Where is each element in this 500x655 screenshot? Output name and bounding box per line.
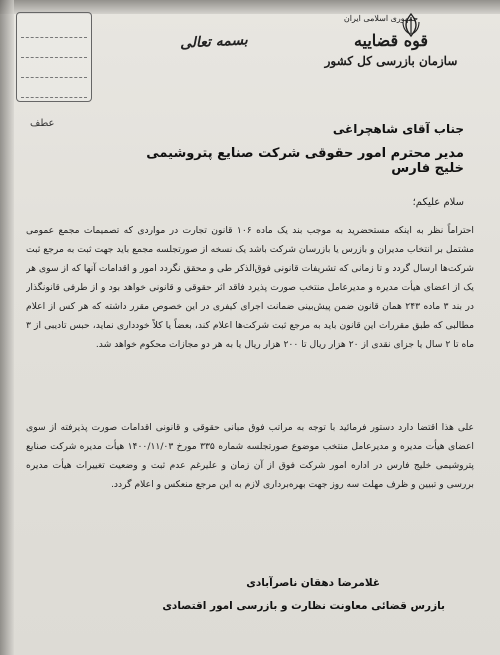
signatory-name: غلامرضا دهقان ناصرآبادی	[246, 577, 380, 589]
letterhead-judiciary: قوه قضاییه	[353, 31, 429, 50]
recipient-name: جناب آقای شاهچراغی	[332, 122, 464, 136]
letterhead-country: جمهوری اسلامی ایران	[343, 14, 419, 23]
salutation: سلام علیکم؛	[412, 197, 464, 208]
body-paragraph-1: احتراماً نظر به اینکه مستحضرید به موجب بند یک ماده ۱۰۶ قانون تجارت در مواردی که تصمیمات مجمع عمومی مشتمل بر انتخاب مدیران و بازرس یا بازرسان شرکت باشد یک نسخه از صورتجلسه مجمع باید جهت ثبت به مرجع ثبت شرکت‌ها ارسال گردد و تا زمانی که تشریفات قانونی فوق‌الذکر طی و محقق نگردد امور و اقدامات آنها که از سوی هر یک از اعضای هیأت مدیره و مدیرعامل منتخب صورت پذیرد فاقد اثر حقوقی و قانونی خواهد بود و از طرفی قانونگذار در بند ۳ ماده ۲۴۳ همان قانون ضمن پیش‌بینی ضمانت اجرای کیفری در این خصوص مقرر داشته که هر کس از اعلام مطالبی که طبق مقررات این قانون باید به مرجع ثبت شرکت‌ها اعلام کند، بعضاً یا کلاً خودداری نماید، حبس تادیبی از ۳ ماه تا ۲ سال یا جزای نقدی از ۲۰ هزار ریال تا ۲۰۰ هزار ریال یا به هر دو مجازات محکوم خواهد شد.	[26, 225, 474, 350]
letterhead	[316, 14, 466, 68]
letterhead-organization: سازمان بازرسی کل کشور	[324, 54, 458, 68]
heading-basmala: بسمه تعالی	[179, 32, 249, 52]
scan-shadow-left	[0, 0, 14, 655]
body-paragraph-2: علی هذا اقتضا دارد دستور فرمائید با توجه به مراتب فوق مبانی حقوقی و قانونی اقدامات صورت پذیرفته از سوی اعضای هیأت مدیره و مدیرعامل منتخب موضوع صورتجلسه شماره ۳۳۵ مورخ ۱۴۰۰/۱۱/۰۳ هیأت مدیره شرکت صنایع پتروشیمی خلیج فارس در اداره امور شرکت فوق از آن زمان و علیرغم عدم ثبت و وضعیت تغییرات هیأت مدیره بررسی و تبیین و ظرف مهلت سه روز جهت بهره‌برداری لازم به این مرجع منعکس و اعلام گردد.	[26, 422, 474, 490]
recipient-position: مدیر محترم امور حقوقی شرکت صنایع پتروشیمی خلیج فارس	[146, 146, 464, 176]
signatory-title: بازرس قضائی معاونت نظارت و بازرسی امور اقتصادی	[162, 600, 445, 612]
reference-stamp	[16, 12, 92, 102]
side-label: عطف	[30, 118, 55, 129]
